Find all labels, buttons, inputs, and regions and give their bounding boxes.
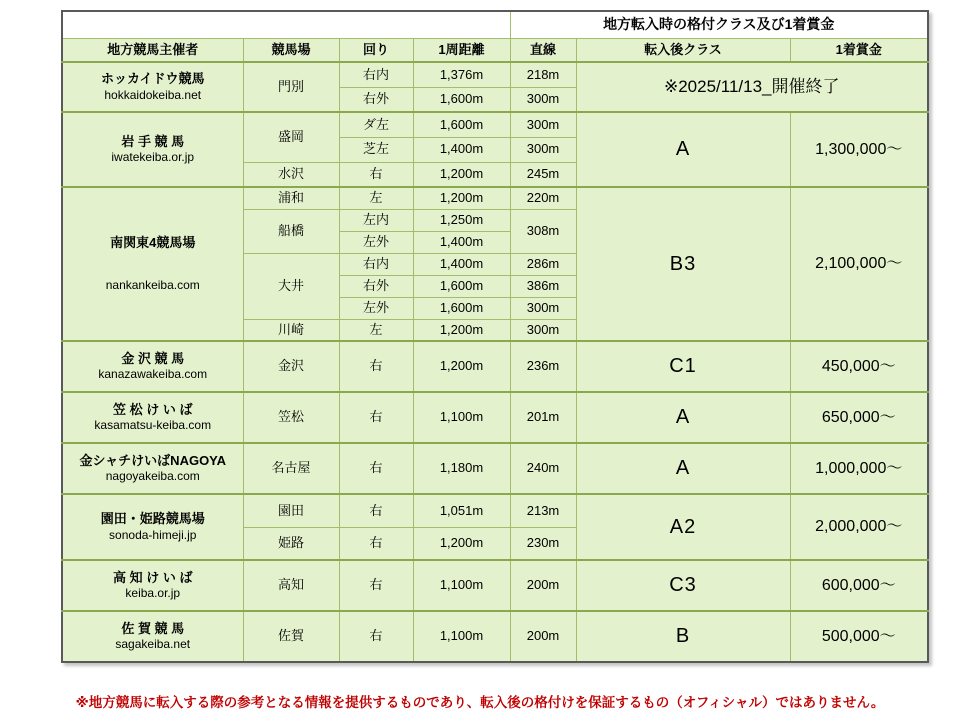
lap-distance-cell: 1,200m (413, 187, 510, 209)
venue-cell: 佐賀 (243, 611, 339, 662)
turn-cell: 右内 (339, 62, 413, 87)
organizer-name: 笠 松 け い ば (113, 401, 193, 417)
class-cell: A (576, 112, 790, 187)
turn-cell: 右 (339, 392, 413, 443)
organizer-name: 南関東4競馬場 (110, 235, 196, 251)
lap-distance-cell: 1,400m (413, 231, 510, 253)
header-row-top (62, 11, 928, 38)
turn-cell: 芝左 (339, 137, 413, 162)
racing-table-container (61, 10, 929, 663)
turn-cell: 右 (339, 443, 413, 494)
class-cell: A (576, 443, 790, 494)
organizer-site: iwatekeiba.or.jp (111, 150, 195, 165)
column-header-racecourse: 競馬場 (243, 38, 339, 62)
straight-cell: 200m (510, 560, 576, 611)
straight-cell: 245m (510, 162, 576, 187)
organizer-name: 金 沢 競 馬 (121, 350, 185, 366)
organizer-cell (62, 62, 243, 112)
table-row (62, 187, 928, 209)
straight-cell: 300m (510, 112, 576, 137)
turn-cell: 右内 (339, 253, 413, 275)
venue-cell: 名古屋 (243, 443, 339, 494)
organizer-site: keiba.or.jp (125, 586, 181, 601)
venue-cell: 金沢 (243, 341, 339, 392)
organizer-cell (62, 392, 243, 443)
lap-distance-cell: 1,200m (413, 319, 510, 341)
lap-distance-cell: 1,400m (413, 137, 510, 162)
organizer-cell (62, 112, 243, 187)
organizer-name: 金シャチけいばNAGOYA (79, 452, 227, 468)
turn-cell: 右 (339, 611, 413, 662)
venue-cell: 姫路 (243, 527, 339, 560)
table-row (62, 341, 928, 392)
table-row (62, 112, 928, 137)
straight-cell: 230m (510, 527, 576, 560)
venue-cell: 浦和 (243, 187, 339, 209)
straight-cell: 300m (510, 87, 576, 112)
venue-cell: 笠松 (243, 392, 339, 443)
turn-cell: 右外 (339, 87, 413, 112)
organizer-site: sagakeiba.net (115, 637, 191, 652)
organizer-site: hokkaidokeiba.net (104, 87, 202, 102)
turn-cell: 右外 (339, 275, 413, 297)
class-cell: A (576, 392, 790, 443)
lap-distance-cell: 1,100m (413, 611, 510, 662)
straight-cell: 240m (510, 443, 576, 494)
lap-distance-cell: 1,180m (413, 443, 510, 494)
straight-cell: 300m (510, 297, 576, 319)
class-cell: A2 (576, 494, 790, 560)
straight-cell: 236m (510, 341, 576, 392)
class-cell: C3 (576, 560, 790, 611)
venue-cell: 高知 (243, 560, 339, 611)
lap-distance-cell: 1,400m (413, 253, 510, 275)
organizer-name: 園田・姫路競馬場 (100, 511, 205, 527)
table-row (62, 443, 928, 494)
prize-cell: 1,000,000～ (790, 443, 928, 494)
blank-header-cell (62, 11, 510, 38)
organizer-cell (62, 187, 243, 341)
straight-cell: 300m (510, 137, 576, 162)
prize-cell: 2,100,000～ (790, 187, 928, 341)
straight-cell: 300m (510, 319, 576, 341)
column-header-lap-distance: 1周距離 (413, 38, 510, 62)
lap-distance-cell: 1,200m (413, 162, 510, 187)
straight-cell: 201m (510, 392, 576, 443)
organizer-site: kanazawakeiba.com (98, 367, 208, 382)
lap-distance-cell: 1,250m (413, 209, 510, 231)
column-header-straight: 直線 (510, 38, 576, 62)
organizer-name: ホッカイドウ競馬 (100, 71, 205, 87)
venue-cell: 船橋 (243, 209, 339, 253)
organizer-cell (62, 443, 243, 494)
venue-cell: 川崎 (243, 319, 339, 341)
lap-distance-cell: 1,600m (413, 297, 510, 319)
header-row-columns (62, 38, 928, 62)
prize-cell: 1,300,000～ (790, 112, 928, 187)
venue-cell: 盛岡 (243, 112, 339, 162)
closure-notice: ※2025/11/13_開催終了 (576, 62, 928, 112)
straight-cell: 218m (510, 62, 576, 87)
venue-cell: 水沢 (243, 162, 339, 187)
table-row (62, 494, 928, 527)
organizer-cell (62, 560, 243, 611)
class-cell: B3 (576, 187, 790, 341)
straight-cell: 308m (510, 209, 576, 253)
column-header-organizer: 地方競馬主催者 (62, 38, 243, 62)
lap-distance-cell: 1,100m (413, 392, 510, 443)
organizer-site: kasamatsu-keiba.com (94, 418, 212, 433)
column-header-turn: 回り (339, 38, 413, 62)
lap-distance-cell: 1,600m (413, 275, 510, 297)
prize-cell: 2,000,000～ (790, 494, 928, 560)
organizer-cell (62, 611, 243, 662)
prize-cell: 600,000～ (790, 560, 928, 611)
class-cell: C1 (576, 341, 790, 392)
turn-cell: 左 (339, 319, 413, 341)
lap-distance-cell: 1,100m (413, 560, 510, 611)
straight-cell: 213m (510, 494, 576, 527)
table-row (62, 62, 928, 87)
straight-cell: 220m (510, 187, 576, 209)
lap-distance-cell: 1,600m (413, 112, 510, 137)
turn-cell: 左外 (339, 231, 413, 253)
table-row (62, 560, 928, 611)
turn-cell: 右 (339, 341, 413, 392)
prize-cell: 500,000～ (790, 611, 928, 662)
prize-cell: 450,000～ (790, 341, 928, 392)
straight-cell: 286m (510, 253, 576, 275)
organizer-name: 岩 手 競 馬 (121, 133, 185, 149)
lap-distance-cell: 1,051m (413, 494, 510, 527)
turn-cell: 左外 (339, 297, 413, 319)
venue-cell: 門別 (243, 62, 339, 112)
footer-note: ※地方競馬に転入する際の参考となる情報を提供するものであり、転入後の格付けを保証するもの（オフィシャル）ではありません。 (75, 695, 885, 710)
organizer-name: 佐 賀 競 馬 (121, 620, 185, 636)
organizer-name: 高 知 け い ば (113, 569, 193, 585)
prize-cell: 650,000～ (790, 392, 928, 443)
turn-cell: ダ左 (339, 112, 413, 137)
straight-cell: 200m (510, 611, 576, 662)
turn-cell: 右 (339, 494, 413, 527)
table-row (62, 392, 928, 443)
turn-cell: 右 (339, 560, 413, 611)
lap-distance-cell: 1,376m (413, 62, 510, 87)
venue-cell: 園田 (243, 494, 339, 527)
class-cell: B (576, 611, 790, 662)
turn-cell: 右 (339, 162, 413, 187)
column-header-prize: 1着賞金 (790, 38, 928, 62)
venue-cell: 大井 (243, 253, 339, 319)
lap-distance-cell: 1,200m (413, 527, 510, 560)
racing-table (61, 10, 929, 663)
organizer-cell (62, 341, 243, 392)
column-header-class: 転入後クラス (576, 38, 790, 62)
turn-cell: 左内 (339, 209, 413, 231)
organizer-cell (62, 494, 243, 560)
organizer-site: sonoda-himeji.jp (109, 527, 197, 542)
table-row (62, 611, 928, 662)
organizer-site: nagoyakeiba.com (105, 469, 200, 484)
turn-cell: 左 (339, 187, 413, 209)
straight-cell: 386m (510, 275, 576, 297)
header-top-title: 地方転入時の格付クラス及び1着賞金 (510, 11, 928, 38)
turn-cell: 右 (339, 527, 413, 560)
organizer-site: nankankeiba.com (105, 277, 200, 292)
lap-distance-cell: 1,600m (413, 87, 510, 112)
lap-distance-cell: 1,200m (413, 341, 510, 392)
